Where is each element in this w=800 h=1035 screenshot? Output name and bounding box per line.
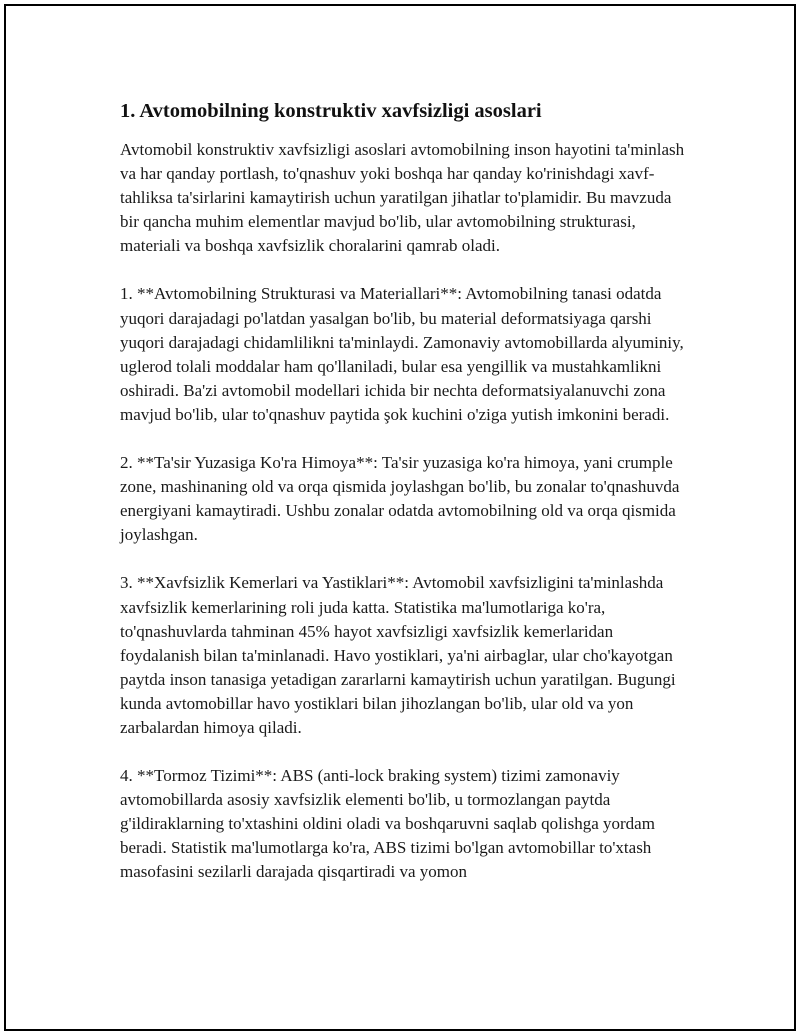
- document-title: 1. Avtomobilning konstruktiv xavfsizligi asoslari: [120, 100, 542, 122]
- document-body: [120, 96, 690, 909]
- section-seatbelts-airbags-paragraph: 3. **Xavfsizlik Kemerlari va Yastiklari**: Avtomobil xavfsizligini ta'minlashda xavfsizlik kemerlarining roli juda katta. Statistika ma'lumotlariga ko'ra, to'qnashuvlarda tahminan 45% hayot xavfsizligi xavfsizlik kemerlaridan foydalanish bilan ta'minlanadi. Havo yostiklari, ya'ni airbaglar, ular cho'kayotgan paytda inson tanasiga yetadigan zararlarni kamaytirish uchun yaratilgan. Bugungi kunda avtomobillar havo yostiklari bilan jihozlangan bo'lib, ular old va yon zarbalardan himoya qiladi.: [120, 573, 676, 737]
- intro-paragraph: Avtomobil konstruktiv xavfsizligi asoslari avtomobilning inson hayotini ta'minlash va har qanday portlash, to'qnashuv yoki boshqa har qanday ko'rinishdagi xavf-tahliksa ta'sirlarini kamaytirish uchun yaratilgan jihatlar to'plamidir. Bu mavzuda bir qancha muhim elementlar mavjud bo'lib, ular avtomobilning strukturasi, materiali va boshqa xavfsizlik choralarini qamrab oladi.: [120, 140, 685, 256]
- section-crumple-zone-paragraph: 2. **Ta'sir Yuzasiga Ko'ra Himoya**: Ta'sir yuzasiga ko'ra himoya, yani crumple zone, mashinaning old va orqa qismida joylashgan bo'lib, bu zonalar to'qnashuvda energiyani kamaytiradi. Ushbu zonalar odatda avtomobilning old va orqa qismida joylashgan.: [120, 453, 680, 545]
- page-frame: [4, 4, 796, 1031]
- section-structure-paragraph: 1. **Avtomobilning Strukturasi va Materiallari**: Avtomobilning tanasi odatda yuqori darajadagi po'latdan yasalgan bo'lib, bu material deformatsiyaga qarshi yuqori darajadagi chidamlilikni ta'minlaydi. Zamonaviy avtomobillarda alyuminiy, uglerod tolali moddalar ham qo'llaniladi, bular esa yengillik va mustahkamlikni oshiradi. Ba'zi avtomobil modellari ichida bir nechta deformatsiyalanuvchi zona mavjud bo'lib, ular to'qnashuv paytida şok kuchini o'ziga yutish imkonini beradi.: [120, 284, 684, 424]
- section-brake-system-paragraph: 4. **Tormoz Tizimi**: ABS (anti-lock braking system) tizimi zamonaviy avtomobillarda asosiy xavfsizlik elementi bo'lib, u tormozlangan paytda g'ildiraklarning to'xtashini oldini oladi va boshqaruvni saqlab qolishga yordam beradi. Statistik ma'lumotlarga ko'ra, ABS tizimi bo'lgan avtomobillar to'xtash masofasini sezilarli darajada qisqartiradi va yomon: [120, 766, 655, 882]
